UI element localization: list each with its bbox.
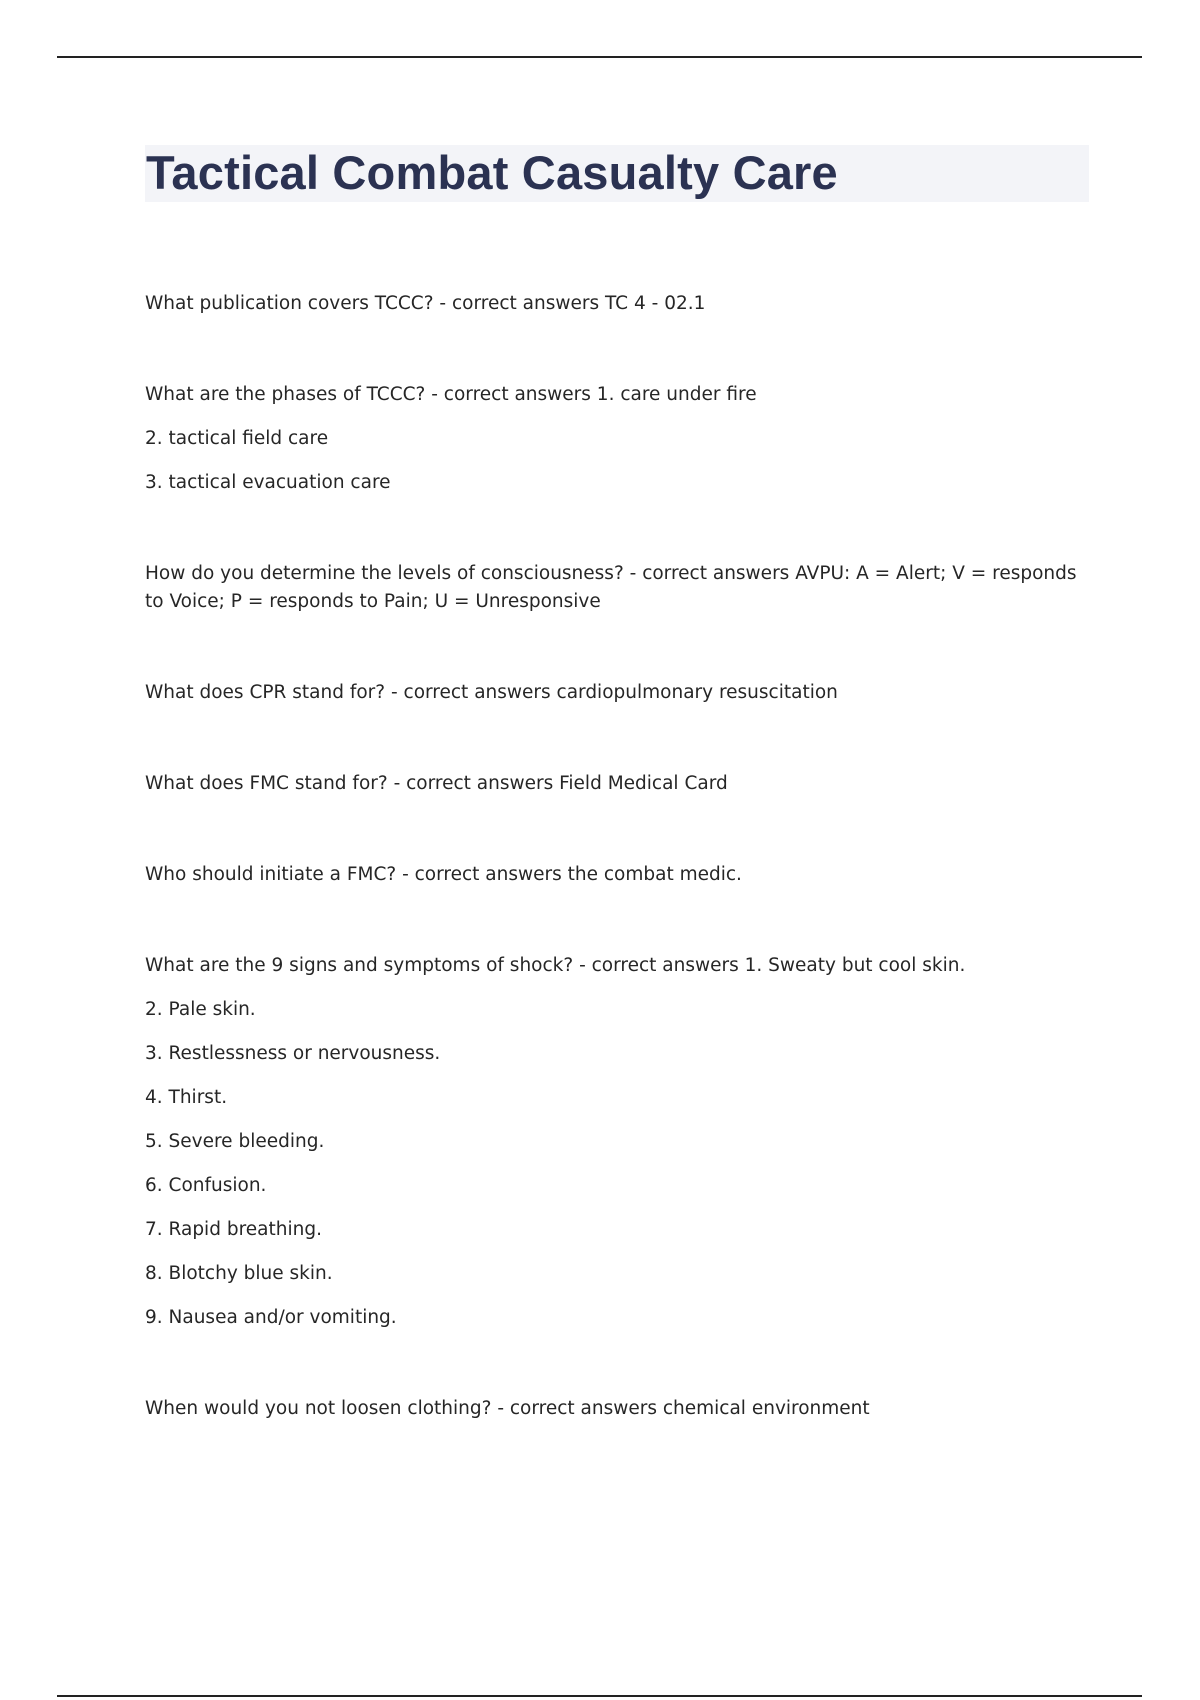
list-item: 2. Pale skin. [145, 999, 256, 1020]
qa-entry [145, 1395, 1085, 1423]
top-rule [57, 56, 1142, 58]
qa-question: When would you not loosen clothing? - correct answers chemical environment [145, 1398, 870, 1419]
qa-question: What does FMC stand for? - correct answers Field Medical Card [145, 773, 728, 794]
qa-question: Who should initiate a FMC? - correct answers the combat medic. [145, 864, 742, 885]
qa-question: What are the phases of TCCC? - correct answers 1. care under fire [145, 384, 757, 405]
list-item: 3. tactical evacuation care [145, 472, 391, 493]
bottom-rule [57, 1695, 1142, 1697]
qa-question: How do you determine the levels of consciousness? - correct answers AVPU: A = Alert; V = responds to Voice; P = responds to Pain; U = Unresponsive [145, 563, 1077, 612]
qa-entry [145, 861, 1085, 889]
qa-question: What does CPR stand for? - correct answers cardiopulmonary resuscitation [145, 682, 838, 703]
qa-entry [145, 952, 1085, 1332]
list-item: 8. Blotchy blue skin. [145, 1263, 333, 1284]
list-item: 2. tactical field care [145, 428, 329, 449]
list-item: 6. Confusion. [145, 1175, 267, 1196]
qa-entry [145, 560, 1085, 616]
list-item: 3. Restlessness or nervousness. [145, 1043, 441, 1064]
qa-entry [145, 679, 1085, 707]
qa-entry [145, 770, 1085, 798]
qa-content [145, 290, 1085, 1486]
qa-entry [145, 290, 1085, 318]
list-item: 9. Nausea and/or vomiting. [145, 1307, 397, 1328]
list-item: 7. Rapid breathing. [145, 1219, 322, 1240]
list-item: 4. Thirst. [145, 1087, 228, 1108]
qa-entry [145, 381, 1085, 497]
list-item: 5. Severe bleeding. [145, 1131, 325, 1152]
page-title: Tactical Combat Casualty Care [146, 146, 838, 199]
qa-question: What are the 9 signs and symptoms of shock? - correct answers 1. Sweaty but cool skin. [145, 955, 966, 976]
qa-question: What publication covers TCCC? - correct answers TC 4 - 02.1 [145, 293, 706, 314]
